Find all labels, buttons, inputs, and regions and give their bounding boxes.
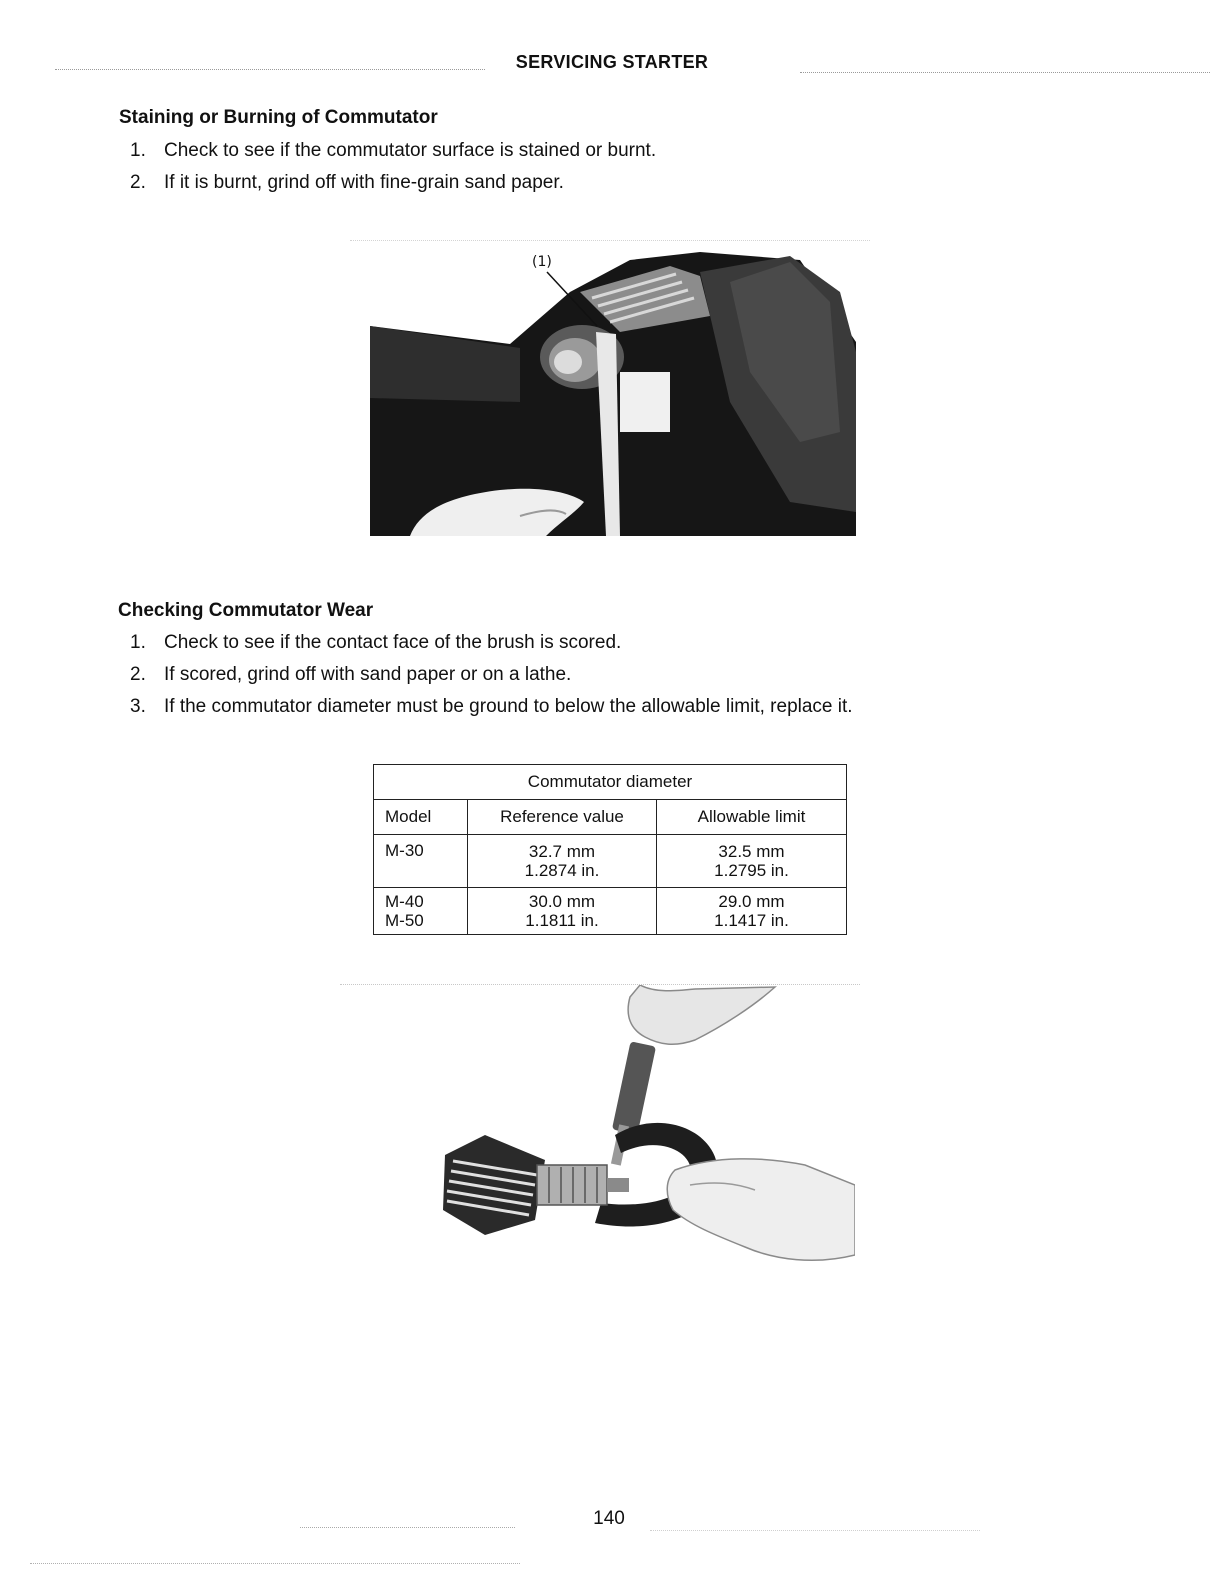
model-name: M-50	[385, 911, 424, 930]
step-text: If scored, grind off with sand paper or on a lathe.	[164, 664, 572, 685]
table-header-row	[374, 800, 847, 835]
page-bottom-rule	[30, 1563, 520, 1564]
step-number: 3.	[130, 696, 146, 717]
callout-leader-line	[545, 270, 605, 330]
page-number: 140	[593, 1508, 625, 1529]
limit-mm: 32.5 mm	[718, 842, 785, 861]
column-header-model: Model	[374, 800, 468, 835]
reference-cell	[468, 888, 657, 935]
model-cell	[374, 835, 468, 888]
figure-callout-label: (1)	[532, 254, 552, 270]
model-cell	[374, 888, 468, 935]
commutator-spec-table	[373, 764, 847, 935]
reference-cell	[468, 835, 657, 888]
column-header-limit: Allowable limit	[657, 800, 847, 835]
reference-in: 1.1811 in.	[525, 911, 599, 930]
list-item	[130, 632, 621, 654]
figure-top-rule	[350, 240, 870, 241]
section-heading-wear: Checking Commutator Wear	[118, 600, 374, 621]
limit-cell	[657, 888, 847, 935]
step-text: Check to see if the contact face of the brush is scored.	[164, 632, 622, 653]
table-row	[374, 835, 847, 888]
micrometer-measuring-photo	[425, 985, 855, 1280]
table-row	[374, 888, 847, 935]
list-item	[130, 696, 853, 718]
list-item	[130, 172, 564, 194]
step-text: Check to see if the commutator surface is stained or burnt.	[164, 140, 657, 161]
table-caption-row	[374, 765, 847, 800]
section-heading-staining: Staining or Burning of Commutator	[119, 107, 438, 128]
step-number: 1.	[130, 632, 146, 653]
commutator-sanding-photo	[370, 252, 856, 536]
header-rule-right	[800, 72, 1210, 73]
list-item	[130, 664, 571, 686]
reference-in: 1.2874 in.	[524, 861, 600, 880]
table-caption: Commutator diameter	[374, 765, 847, 800]
limit-in: 1.2795 in.	[714, 861, 789, 880]
footer-rule-right	[650, 1530, 980, 1531]
limit-in: 1.1417 in.	[714, 911, 789, 930]
step-number: 2.	[130, 664, 146, 685]
step-number: 2.	[130, 172, 146, 193]
list-item	[130, 140, 656, 162]
micrometer-illustration	[425, 985, 855, 1280]
step-number: 1.	[130, 140, 146, 161]
limit-cell	[657, 835, 847, 888]
reference-mm: 32.7 mm	[528, 842, 596, 861]
column-header-reference: Reference value	[468, 800, 657, 835]
step-text: If it is burnt, grind off with fine-grain sand paper.	[164, 172, 564, 193]
limit-mm: 29.0 mm	[718, 892, 785, 911]
page-title: SERVICING STARTER	[515, 52, 709, 72]
reference-mm: 30.0 mm	[528, 892, 596, 911]
model-name: M-30	[385, 841, 424, 860]
step-text: If the commutator diameter must be ground to below the allowable limit, replace it.	[164, 696, 853, 717]
model-name: M-40	[385, 892, 424, 911]
commutator-sanding-illustration	[370, 252, 856, 536]
